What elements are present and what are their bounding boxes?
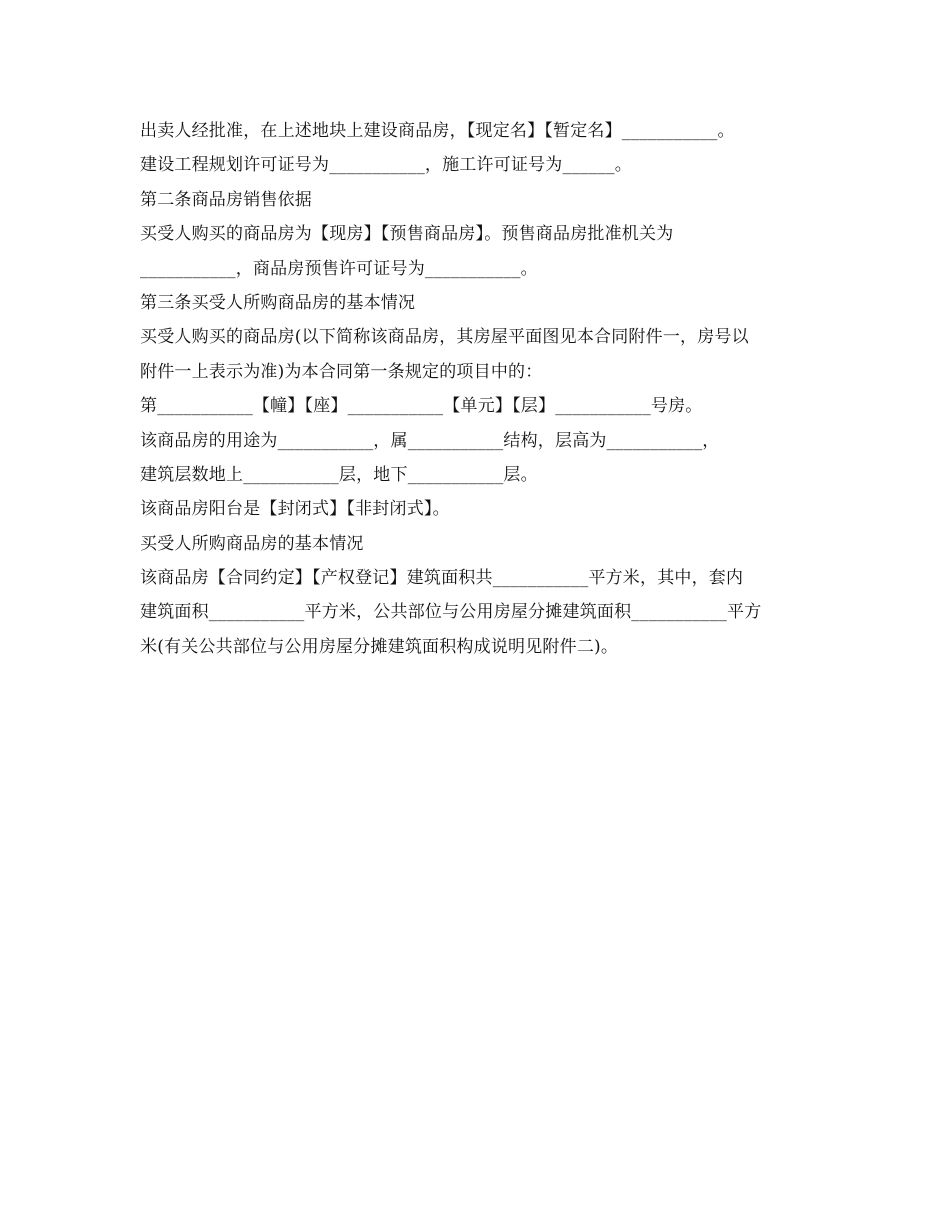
paragraph-line: 买受人购买的商品房为【现房】【预售商品房】。预售商品房批准机关为 <box>140 224 674 245</box>
paragraph-line: 米(有关公共部位与公用房屋分摊建筑面积构成说明见附件二)。 <box>140 636 619 657</box>
paragraph-line: 建筑面积___________平方米，公共部位与公用房屋分摊建筑面积___________平方 <box>140 602 762 623</box>
paragraph-line: 该商品房阳台是【封闭式】【非封闭式】。 <box>140 499 450 520</box>
section-heading: 买受人所购商品房的基本情况 <box>140 533 364 554</box>
contract-text-block <box>140 114 820 664</box>
section-heading: 第二条商品房销售依据 <box>140 189 312 210</box>
section-heading: 第三条买受人所购商品房的基本情况 <box>140 292 416 313</box>
paragraph-line: 该商品房的用途为___________，属___________结构，层高为___________， <box>140 430 720 451</box>
paragraph-line: 建设工程规划许可证号为___________，施工许可证号为______。 <box>140 155 632 176</box>
paragraph-line: 该商品房【合同约定】【产权登记】建筑面积共___________平方米，其中，套内 <box>140 568 744 589</box>
paragraph-line: 附件一上表示为准)为本合同第一条规定的项目中的： <box>140 361 543 382</box>
paragraph-line: 买受人购买的商品房(以下简称该商品房，其房屋平面图见本合同附件一，房号以 <box>140 327 749 348</box>
paragraph-line: ___________，商品房预售许可证号为___________。 <box>140 258 538 279</box>
paragraph-line: 出卖人经批准，在上述地块上建设商品房，【现定名】【暂定名】___________。 <box>140 121 735 141</box>
paragraph-line: 第___________【幢】【座】___________【单元】【层】___________号房。 <box>140 396 703 417</box>
paragraph-line: 建筑层数地上___________层，地下___________层。 <box>140 464 538 485</box>
